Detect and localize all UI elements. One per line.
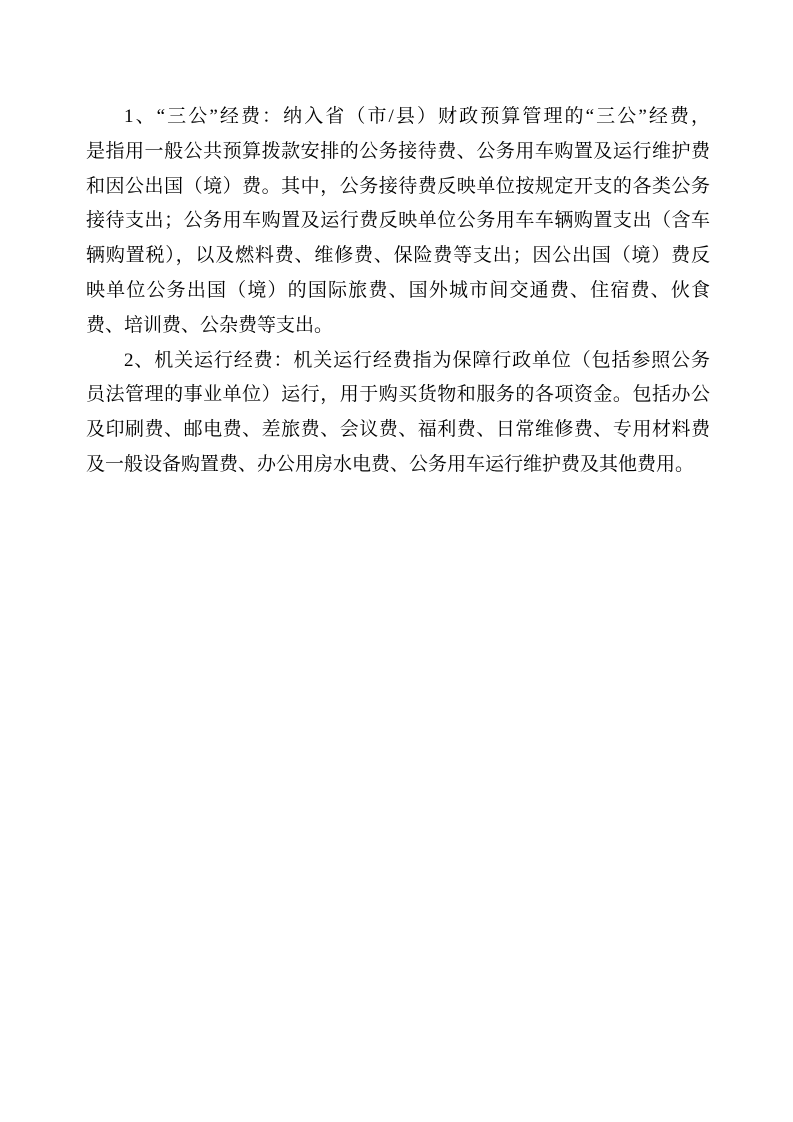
text-line: 接待支出；公务用车购置及运行费反映单位公务用车车辆购置支出（含车 <box>86 210 710 232</box>
paragraph-agency-operating-expenses <box>86 344 710 483</box>
text-line: 费、培训费、公杂费等支出。 <box>86 314 334 336</box>
paragraph-sangong-expenses <box>86 100 710 344</box>
text-line: 辆购置税），以及燃料费、维修费、保险费等支出；因公出国（境）费反 <box>86 245 710 267</box>
text-line: 及一般设备购置费、办公用房水电费、公务用车运行维护费及其他费用。 <box>86 453 695 475</box>
text-line: 2、机关运行经费：机关运行经费指为保障行政单位（包括参照公务 <box>124 349 710 371</box>
text-line: 是指用一般公共预算拨款安排的公务接待费、公务用车购置及运行维护费 <box>86 140 710 162</box>
text-line: 和因公出国（境）费。其中，公务接待费反映单位按规定开支的各类公务 <box>86 175 710 197</box>
document-body <box>86 100 710 483</box>
text-line: 映单位公务出国（境）的国际旅费、国外城市间交通费、住宿费、伙食 <box>86 279 710 301</box>
text-line: 1、“三公”经费：纳入省（市/县）财政预算管理的“三公”经费， <box>124 106 710 127</box>
text-line: 员法管理的事业单位）运行，用于购买货物和服务的各项资金。包括办公 <box>86 384 710 406</box>
text-line: 及印刷费、邮电费、差旅费、会议费、福利费、日常维修费、专用材料费 <box>86 419 710 441</box>
